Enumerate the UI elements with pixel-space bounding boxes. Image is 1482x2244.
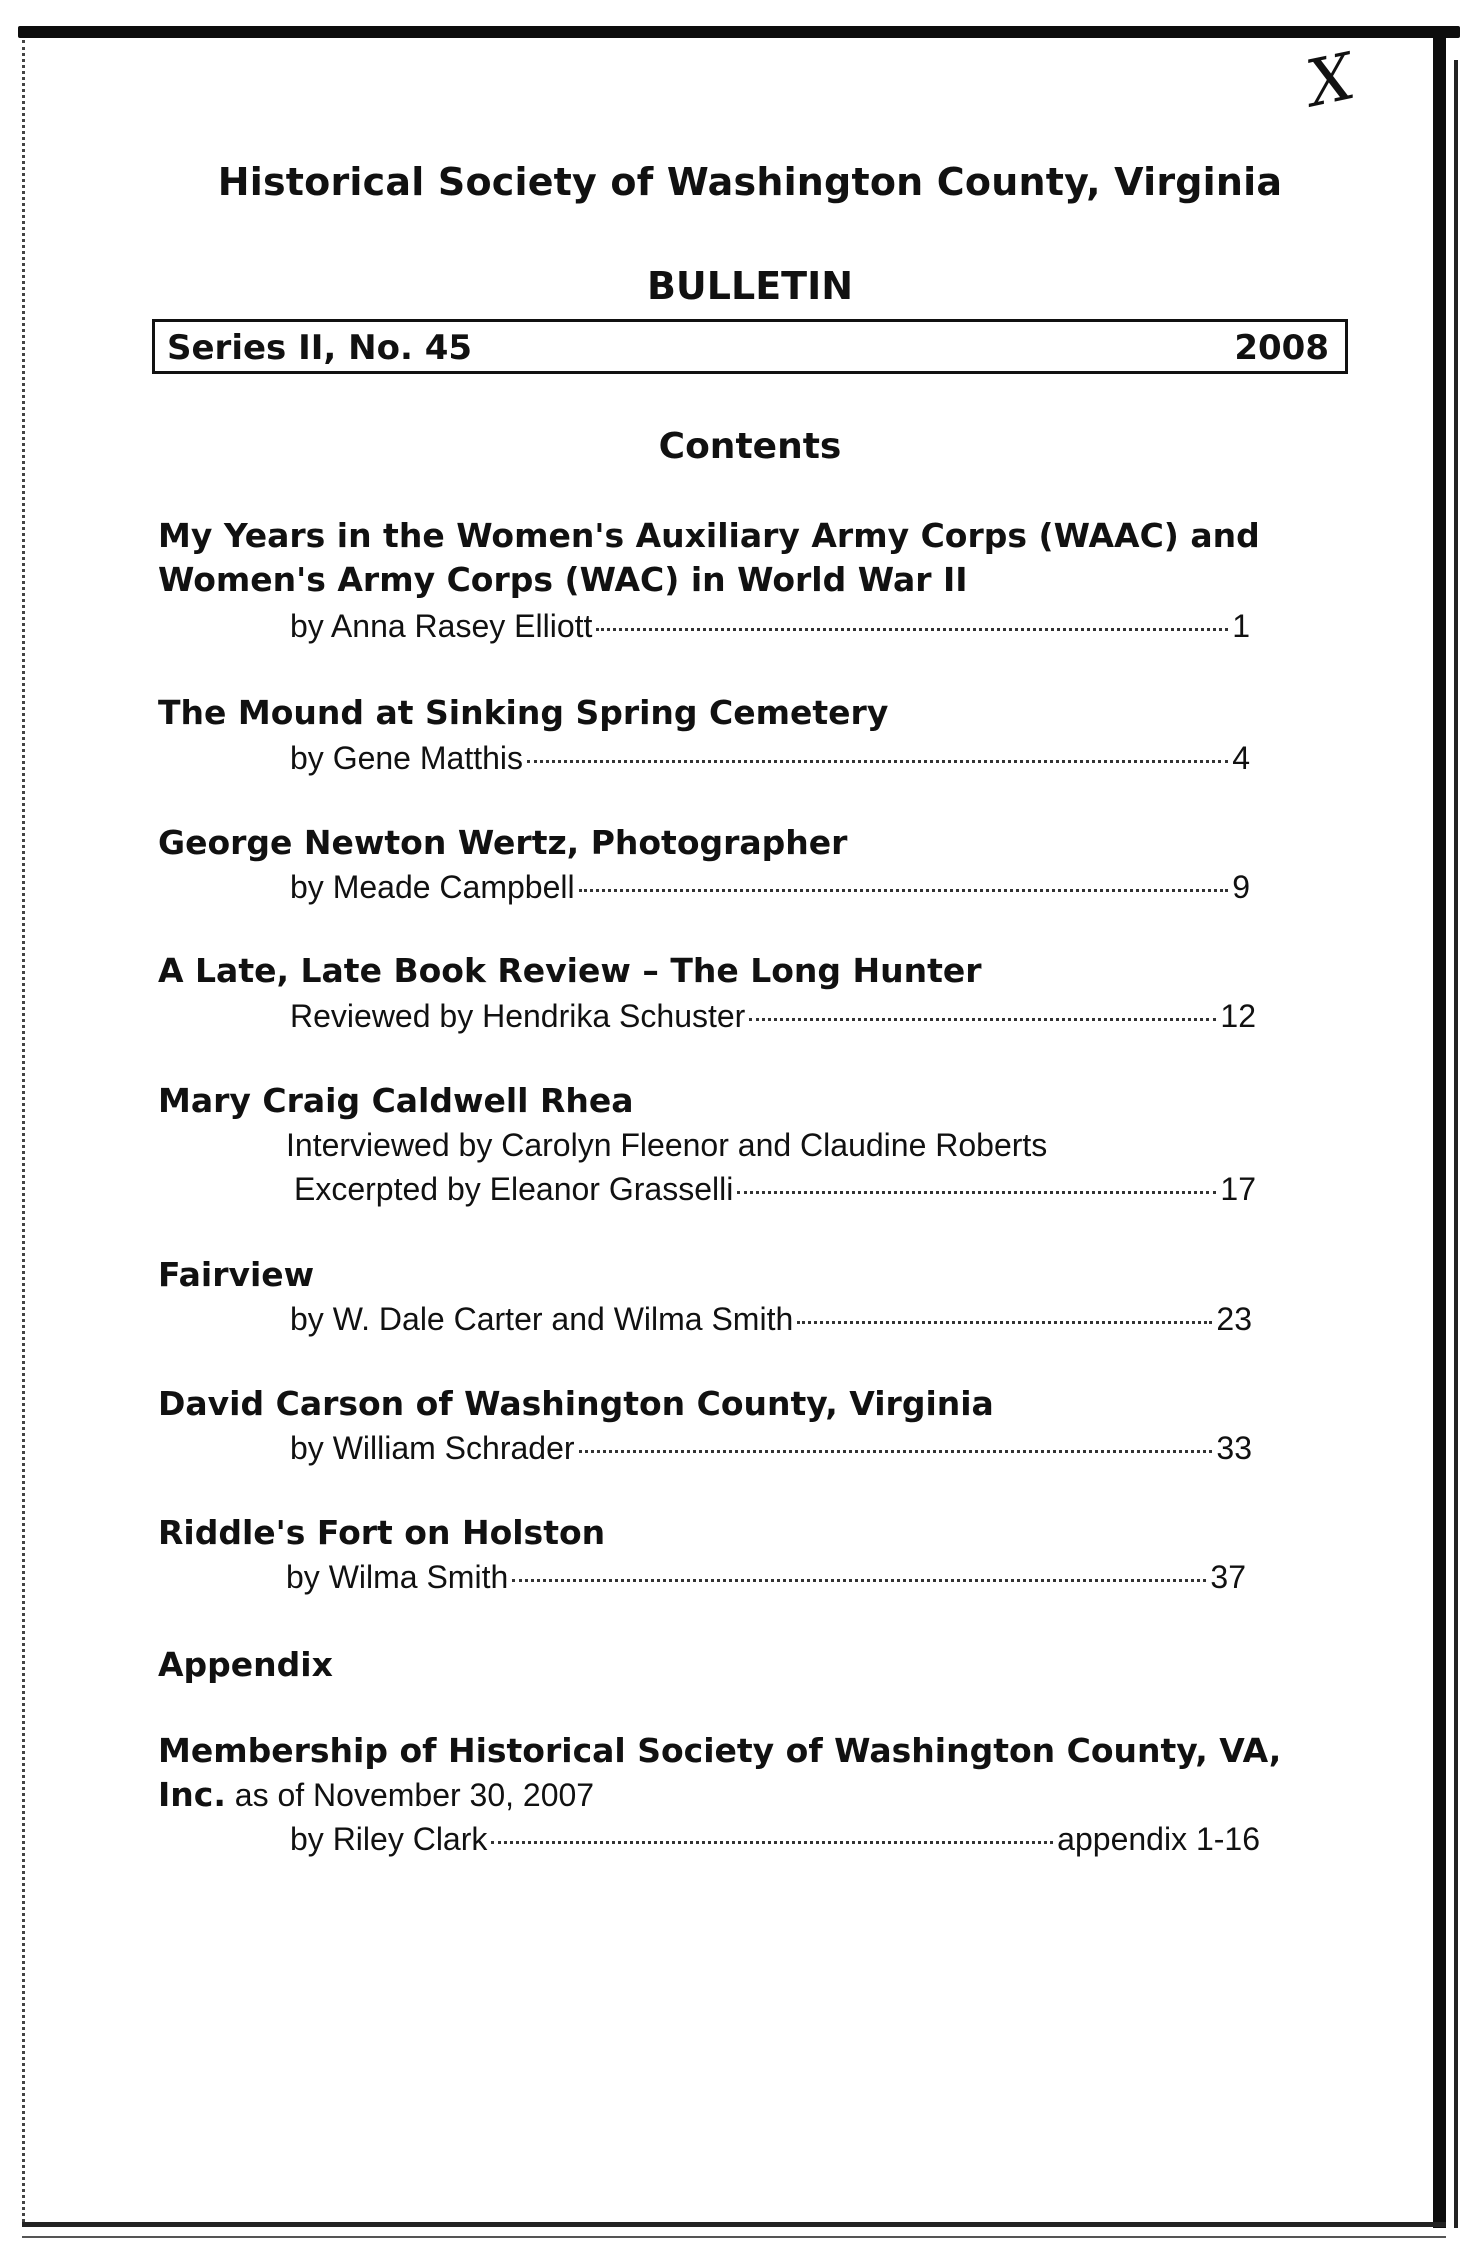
toc-entry-byline xyxy=(290,1298,1252,1340)
page-border-right-outer xyxy=(1454,60,1458,2228)
handwritten-check-mark: X xyxy=(1300,40,1361,122)
page-number: 37 xyxy=(1210,1559,1246,1595)
page-border-right xyxy=(1433,26,1446,2228)
page-number: 4 xyxy=(1232,740,1250,776)
dot-leader xyxy=(797,1321,1212,1324)
appendix-title-line2 xyxy=(158,1774,1258,1816)
page-number: 1 xyxy=(1232,608,1250,644)
toc-entry-title: Riddle's Fort on Holston xyxy=(158,1513,606,1552)
toc-entry-title: The Mound at Sinking Spring Cemetery xyxy=(158,693,889,732)
appendix-inc: Inc. xyxy=(158,1775,226,1814)
page-number: 9 xyxy=(1232,869,1250,905)
series-year: 2008 xyxy=(1234,328,1329,368)
bulletin-heading: BULLETIN xyxy=(646,264,854,308)
page-border-top xyxy=(18,26,1460,38)
toc-entry-byline xyxy=(290,737,1250,779)
byline-text: by W. Dale Carter and Wilma Smith xyxy=(290,1301,794,1337)
page-number: 23 xyxy=(1216,1301,1252,1337)
toc-entry-title: A Late, Late Book Review – The Long Hunter xyxy=(158,951,982,990)
toc-entry-byline xyxy=(294,1168,1256,1210)
page-border-bottom-line xyxy=(22,2236,1446,2238)
byline-text: Excerpted by Eleanor Grasselli xyxy=(294,1171,734,1207)
dot-leader xyxy=(527,760,1228,763)
toc-entry-title: My Years in the Women's Auxiliary Army Corps (WAAC) and xyxy=(158,516,1260,555)
dot-leader xyxy=(491,1841,1053,1844)
toc-entry-byline xyxy=(290,1427,1252,1469)
society-title: Historical Society of Washington County, Virginia xyxy=(217,160,1283,204)
toc-entry-title: David Carson of Washington County, Virginia xyxy=(158,1384,994,1423)
page-number: appendix 1-16 xyxy=(1057,1821,1260,1857)
toc-entry-byline xyxy=(290,866,1250,908)
toc-entry-title: Fairview xyxy=(158,1255,315,1294)
series-number: Series II, No. 45 xyxy=(167,328,473,368)
contents-heading: Contents xyxy=(658,426,842,467)
toc-entry-interviewer: Interviewed by Carolyn Fleenor and Claudine Roberts xyxy=(286,1127,1048,1163)
dot-leader xyxy=(737,1191,1216,1194)
appendix-title: Membership of Historical Society of Washington County, VA, xyxy=(158,1731,1282,1770)
byline-text: by Gene Matthis xyxy=(290,740,523,776)
byline-text: by William Schrader xyxy=(290,1430,575,1466)
page-border-bottom xyxy=(22,2222,1446,2227)
byline-text: by Riley Clark xyxy=(290,1821,488,1857)
page-number: 17 xyxy=(1220,1171,1256,1207)
dot-leader xyxy=(596,628,1228,631)
dot-leader xyxy=(579,1450,1213,1453)
dot-leader xyxy=(579,889,1229,892)
toc-entry-title: Mary Craig Caldwell Rhea xyxy=(158,1081,634,1120)
page-number: 33 xyxy=(1216,1430,1252,1466)
byline-text: by Meade Campbell xyxy=(290,869,575,905)
dot-leader xyxy=(749,1018,1216,1021)
page-border-left xyxy=(22,40,25,2222)
series-box xyxy=(152,319,1348,374)
byline-text: by Anna Rasey Elliott xyxy=(290,608,593,644)
toc-entry-byline xyxy=(290,605,1250,647)
byline-text: by Wilma Smith xyxy=(286,1559,509,1595)
appendix-date: as of November 30, 2007 xyxy=(225,1777,595,1813)
dot-leader xyxy=(512,1579,1206,1582)
appendix-byline xyxy=(290,1818,1260,1860)
toc-entry-byline xyxy=(290,995,1256,1037)
page-number: 12 xyxy=(1220,998,1256,1034)
toc-entry-byline xyxy=(286,1556,1246,1598)
byline-text: Reviewed by Hendrika Schuster xyxy=(290,998,746,1034)
appendix-heading: Appendix xyxy=(158,1645,333,1684)
toc-entry-title: Women's Army Corps (WAC) in World War II xyxy=(158,560,968,599)
toc-entry-title: George Newton Wertz, Photographer xyxy=(158,823,848,862)
